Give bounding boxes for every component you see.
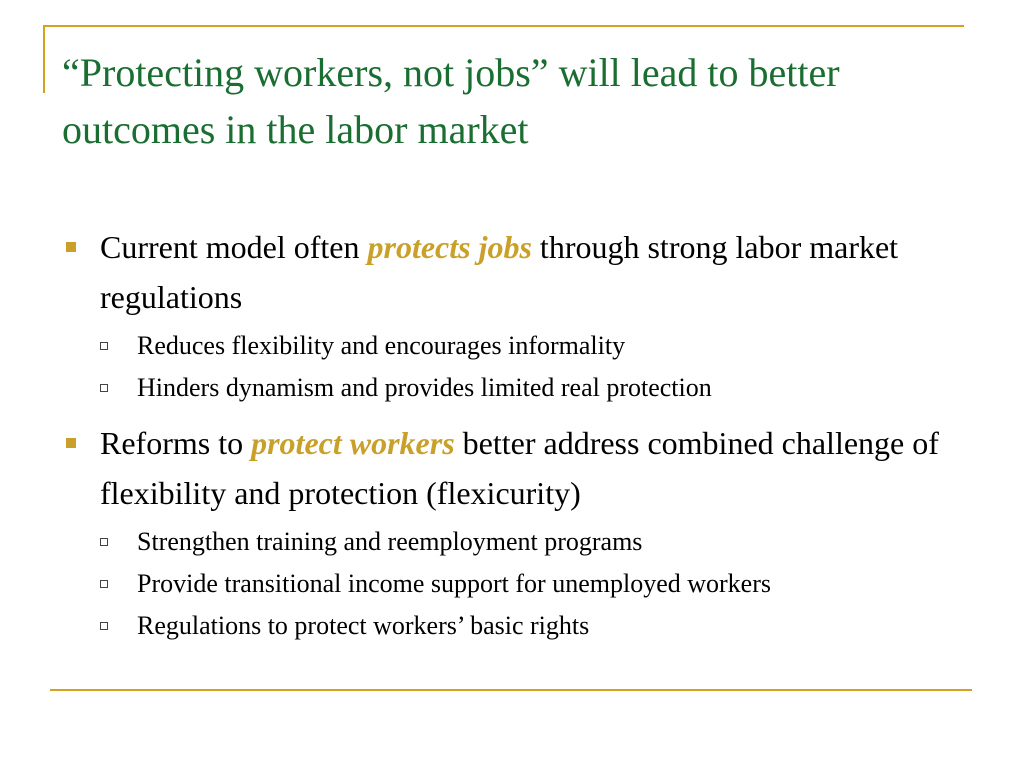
sub-bullet-item bbox=[62, 328, 962, 363]
slide-title: “Protecting workers, not jobs” will lead to better outcomes in the labor market bbox=[62, 50, 840, 152]
bullet-emphasis: protect workers bbox=[251, 425, 455, 461]
sub-bullet-text: Reduces flexibility and encourages informality bbox=[137, 331, 626, 360]
square-bullet-icon bbox=[66, 438, 76, 448]
bullet-text: Current model often bbox=[100, 229, 368, 265]
bullet-text: Reforms to bbox=[100, 425, 252, 461]
sub-bullet-item bbox=[62, 524, 962, 559]
sub-bullet-text: Strengthen training and reemployment programs bbox=[137, 527, 643, 556]
sub-bullet-text: Hinders dynamism and provides limited real protection bbox=[137, 373, 712, 402]
hollow-square-bullet-icon bbox=[100, 580, 108, 588]
bullet-item bbox=[62, 418, 962, 518]
sub-bullet-item bbox=[62, 608, 962, 643]
sub-bullet-item bbox=[62, 566, 962, 601]
hollow-square-bullet-icon bbox=[100, 538, 108, 546]
left-border-line bbox=[43, 25, 45, 93]
top-border-line bbox=[43, 25, 964, 27]
sub-bullet-item bbox=[62, 370, 962, 405]
slide-body bbox=[62, 222, 962, 650]
hollow-square-bullet-icon bbox=[100, 622, 108, 630]
bullet-emphasis: protects jobs bbox=[367, 229, 532, 265]
square-bullet-icon bbox=[66, 242, 76, 252]
bullet-text: through strong labor market regulations bbox=[100, 229, 899, 315]
hollow-square-bullet-icon bbox=[100, 384, 108, 392]
hollow-square-bullet-icon bbox=[100, 342, 108, 350]
bullet-text: better address combined challenge of flexibility and protection (flexicurity) bbox=[100, 425, 939, 511]
sub-bullet-text: Provide transitional income support for unemployed workers bbox=[137, 569, 771, 598]
bullet-item bbox=[62, 222, 962, 322]
bottom-border-line bbox=[50, 689, 972, 691]
sub-bullet-text: Regulations to protect workers’ basic rights bbox=[137, 611, 590, 640]
